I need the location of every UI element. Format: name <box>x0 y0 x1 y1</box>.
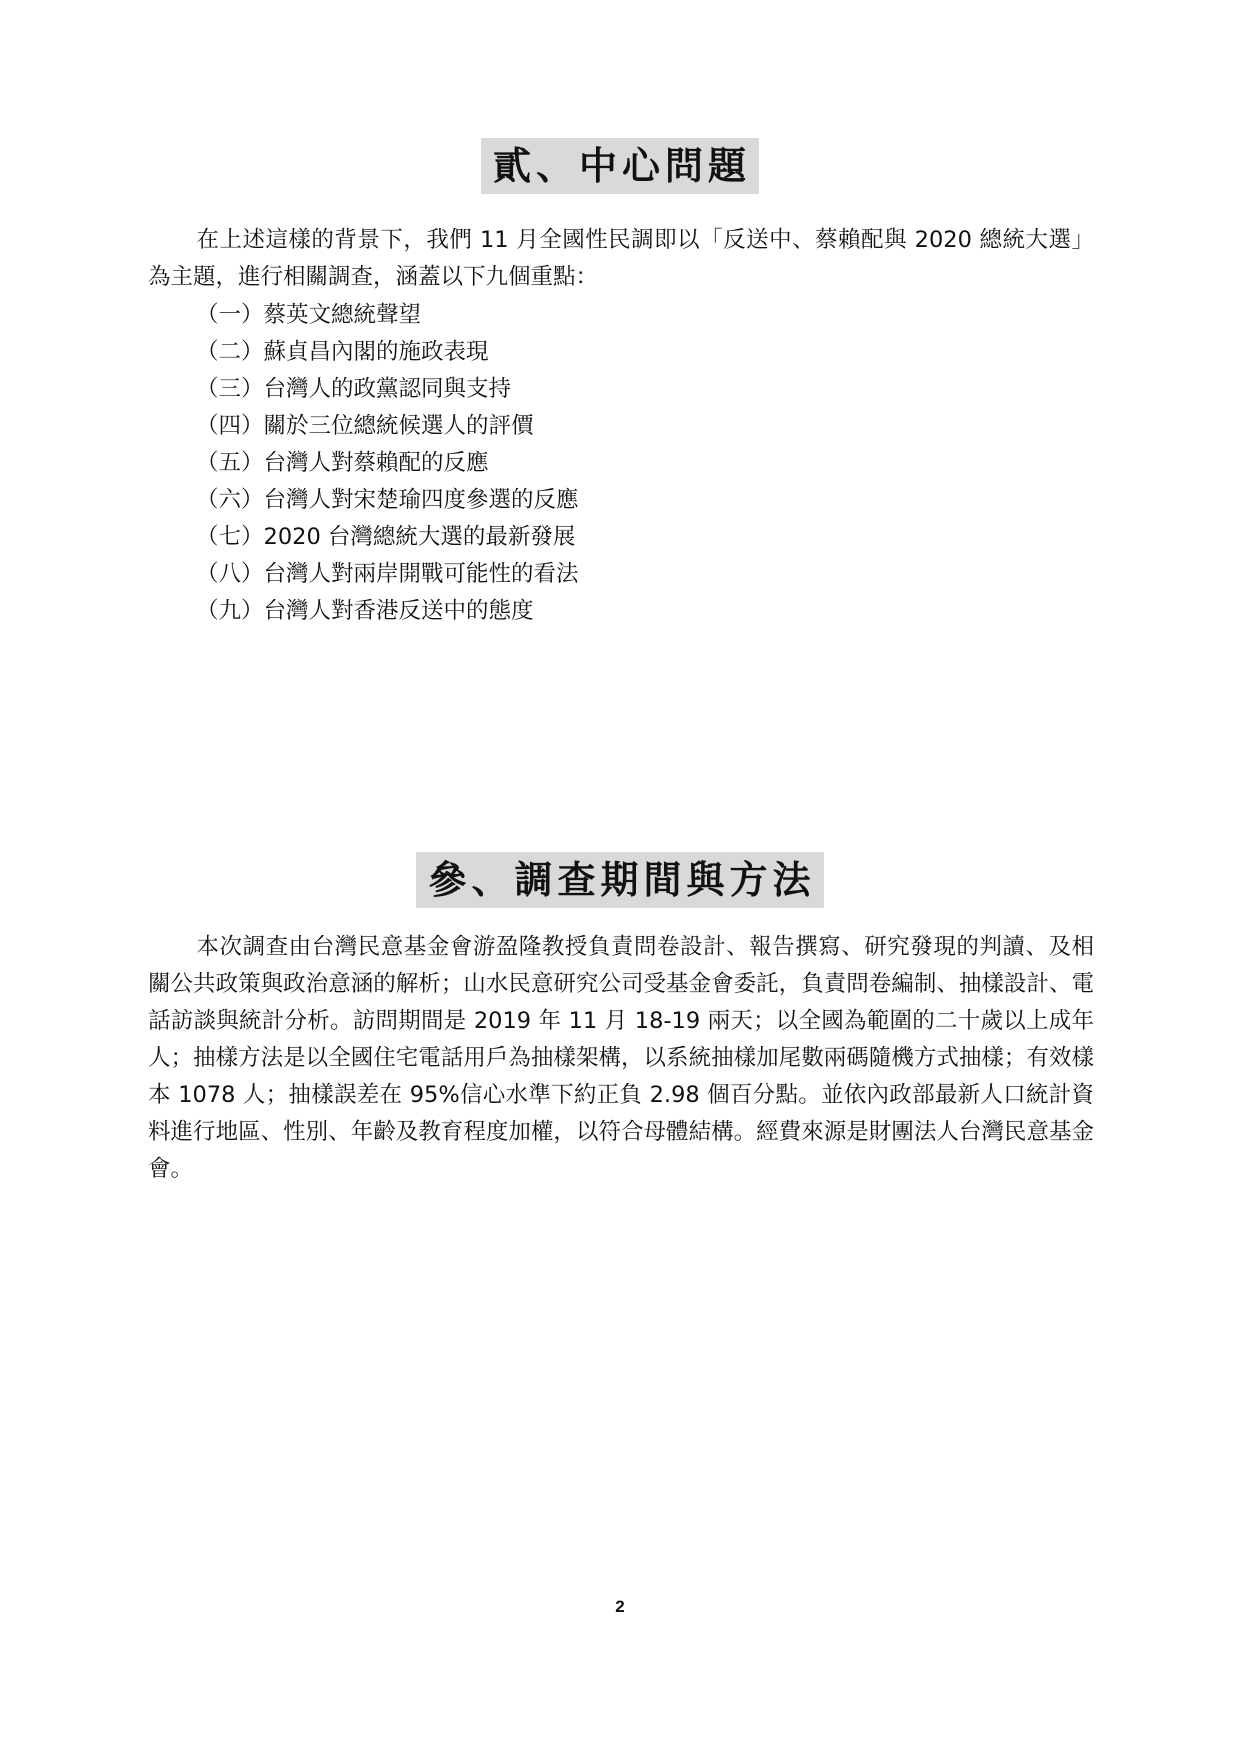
section-heading-central-issues <box>0 138 1240 194</box>
list-item: （七）2020 台灣總統大選的最新發展 <box>196 524 576 550</box>
intro-paragraph <box>148 222 1094 296</box>
topic-list <box>196 297 579 630</box>
list-item: （九）台灣人對香港反送中的態度 <box>196 598 534 624</box>
page-number: 2 <box>615 1597 625 1616</box>
method-text: 本次調查由台灣民意基金會游盈隆教授負責問卷設計、報告撰寫、研究發現的判讀、及相關公共政策與政治意涵的解析；山水民意研究公司受基金會委託，負責問卷編制、抽樣設計、電話訪談與統計分析。訪問期間是 2019 年 11 月 18-19 兩天；以全國為範圍的二十歲以上成年人；抽樣方法是以全國住宅電話用戶為抽樣架構，以系統抽樣加尾數兩碼隨機方式抽樣；有效樣本 1078 人；抽樣誤差在 95%信心水準下約正負 2.98 個百分點。並依內政部最新人口統計資料進行地區、性別、年齡及教育程度加權，以符合母體結構。經費來源是財團法人台灣民意基金會。 <box>148 934 1094 1182</box>
section-heading-survey-method <box>0 852 1240 908</box>
list-item: （一）蔡英文總統聲望 <box>196 302 422 328</box>
list-item: （三）台灣人的政黨認同與支持 <box>196 376 512 402</box>
list-item: （四）關於三位總統候選人的評價 <box>196 413 534 439</box>
section-heading-text: 貳、中心問題 <box>481 138 759 194</box>
section-heading-text: 參、調查期間與方法 <box>416 852 823 908</box>
list-item: （五）台灣人對蔡賴配的反應 <box>196 450 489 476</box>
list-item: （八）台灣人對兩岸開戰可能性的看法 <box>196 561 579 587</box>
method-paragraph <box>148 929 1094 1188</box>
list-item: （六）台灣人對宋楚瑜四度參選的反應 <box>196 487 579 513</box>
list-item: （二）蘇貞昌內閣的施政表現 <box>196 339 489 365</box>
intro-text: 在上述這樣的背景下，我們 11 月全國性民調即以「反送中、蔡賴配與 2020 總統大選」為主題，進行相關調查，涵蓋以下九個重點： <box>148 227 1094 290</box>
